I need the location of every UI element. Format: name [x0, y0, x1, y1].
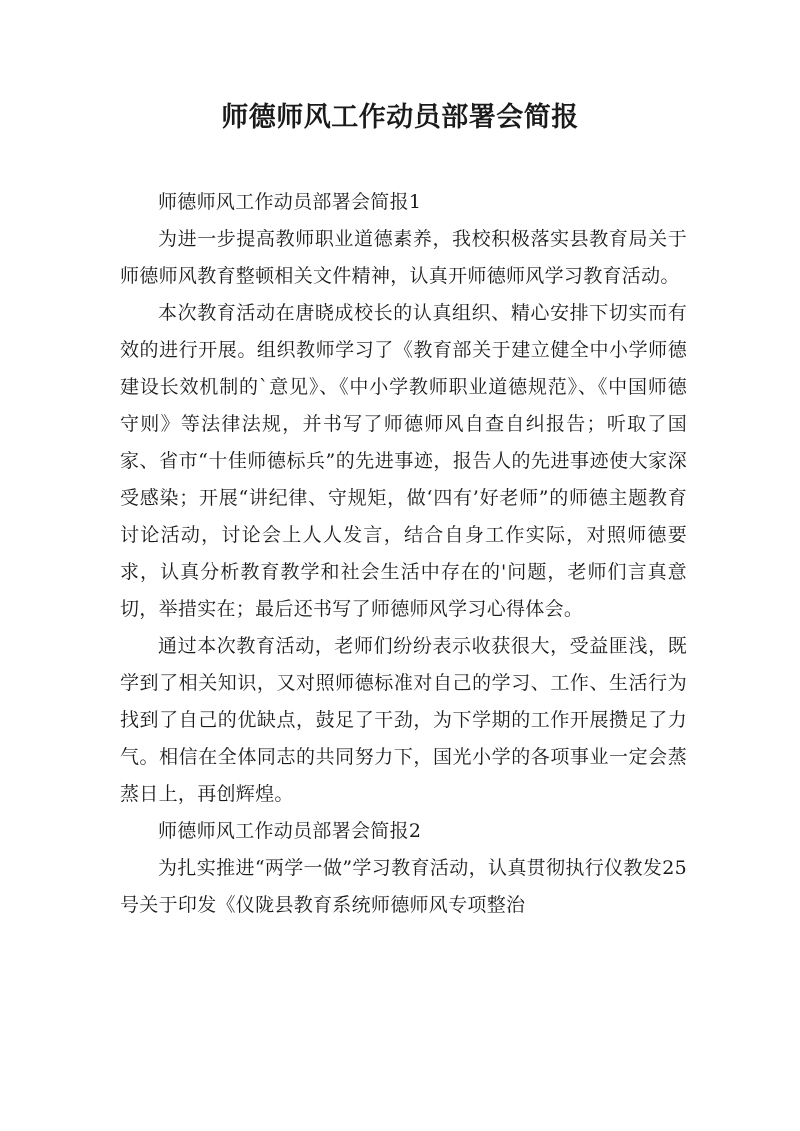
section-heading-2: 师德师风工作动员部署会简报2 — [158, 820, 422, 842]
section-heading-1: 师德师风工作动员部署会简报1 — [158, 191, 422, 213]
paragraph: 为扎实推进“两学一做”学习教育活动，认真贯彻执行仪教发25号关于印发《仪陇县教育系统师德师风专项整治 — [120, 857, 687, 916]
document-title: 师德师风工作动员部署会简报 — [221, 102, 579, 133]
paragraph: 通过本次教育活动，老师们纷纷表示收获很大，受益匪浅，既学到了相关知识，又对照师德标准对自己的学习、工作、生活行为找到了自己的优缺点，鼓足了干劲，为下学期的工作开展攒足了力气。相信在全体同志的共同努力下，国光小学的各项事业一定会蒸蒸日上，再创辉煌。 — [120, 635, 687, 805]
document-body — [120, 184, 687, 924]
paragraph: 为进一步提高教师职业道德素养，我校积极落实县教育局关于师德师风教育整顿相关文件精神，认真开师德师风学习教育活动。 — [120, 228, 687, 287]
paragraph: 本次教育活动在唐晓成校长的认真组织、精心安排下切实而有效的进行开展。组织教师学习了《教育部关于建立健全中小学师德建设长效机制的`意见》、《中小学教师职业道德规范》、《中国师德守则》等法律法规，并书写了师德师风自查自纠报告；听取了国家、省市“十佳师德标兵”的先进事迹，报告人的先进事迹使大家深受感染；开展“讲纪律、守规矩，做‘四有’好老师”的师德主题教育讨论活动，讨论会上人人发言，结合自身工作实际，对照师德要求，认真分析教育教学和社会生活中存在的'问题，老师们言真意切，举措实在；最后还书写了师德师风学习心得体会。 — [120, 302, 687, 620]
